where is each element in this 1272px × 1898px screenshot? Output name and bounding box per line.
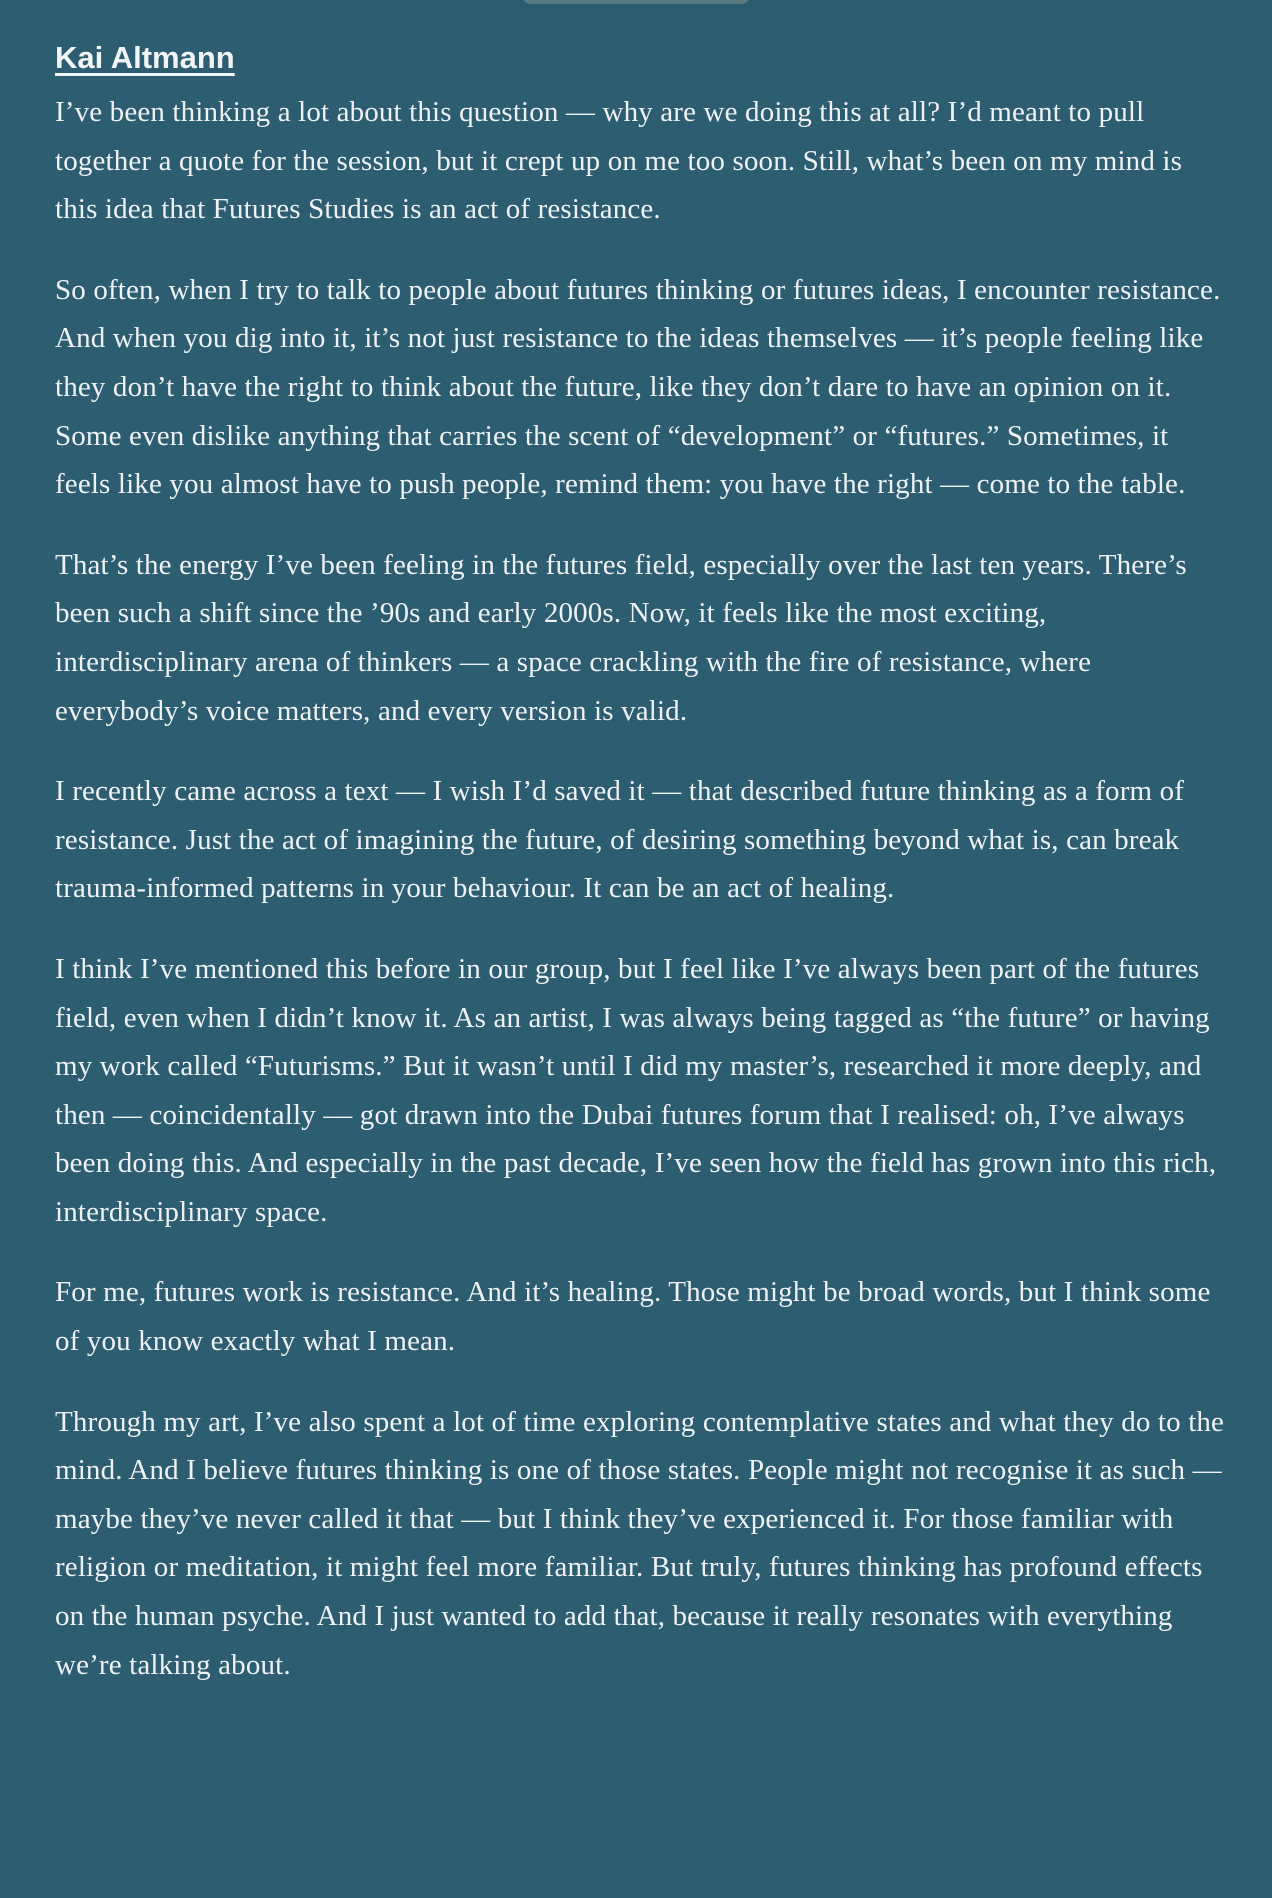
post-paragraph-5: I think I’ve mentioned this before in our group, but I feel like I’ve always been part of the futures field, even when I didn’t know it. As an artist, I was always being tagged as “the future” or having my work called “Futurisms.” But it wasn’t until I did my master’s, researched it more deeply, and then — coincidentally — got drawn into the Dubai futures forum that I realised: oh, I’ve always been doing this. And especially in the past decade, I’ve seen how the field has grown into this rich, interdisciplinary space. bbox=[55, 952, 1217, 1228]
author-name-link[interactable]: Kai Altmann bbox=[55, 40, 235, 75]
post-paragraph-3: That’s the energy I’ve been feeling in the futures field, especially over the last ten years. There’s been such a shift since the ’90s and early 2000s. Now, it feels like the most exciting, interdisciplinary arena of thinkers — a space crackling with the fire of resistance, where everybody’s voice matters, and every version is valid. bbox=[55, 548, 1187, 727]
post-paragraph-1: I’ve been thinking a lot about this question — why are we doing this at all? I’d meant to pull together a quote for the session, but it crept up on me too soon. Still, what’s been on my mind is this idea that Futures Studies is an act of resistance. bbox=[55, 96, 1183, 226]
post-paragraph-6: For me, futures work is resistance. And it’s healing. Those might be broad words, but I think some of you know exactly what I mean. bbox=[55, 1276, 1211, 1358]
post-content bbox=[55, 36, 1225, 1721]
post-paragraph-2: So often, when I try to talk to people about futures thinking or futures ideas, I encounter resistance. And when you dig into it, it’s not just resistance to the ideas themselves — it’s people feeling like they don’t have the right to think about the future, like they don’t dare to have an opinion on it. Some even dislike anything that carries the scent of “development” or “futures.” Sometimes, it feels like you almost have to push people, remind them: you have the right — come to the table. bbox=[55, 273, 1221, 501]
drag-handle[interactable] bbox=[522, 0, 750, 4]
post-paragraph-7: Through my art, I’ve also spent a lot of time exploring contemplative states and what they do to the mind. And I believe futures thinking is one of those states. People might not recognise it as such — maybe they’ve never called it that — but I think they’ve experienced it. For those familiar with religion or meditation, it might feel more familiar. But truly, futures thinking has profound effects on the human psyche. And I just wanted to add that, because it really resonates with everything we’re talking about. bbox=[55, 1405, 1225, 1681]
post-paragraph-4: I recently came across a text — I wish I’d saved it — that described future thinking as a form of resistance. Just the act of imagining the future, of desiring something beyond what is, can break trauma-informed patterns in your behaviour. It can be an act of healing. bbox=[55, 775, 1185, 905]
